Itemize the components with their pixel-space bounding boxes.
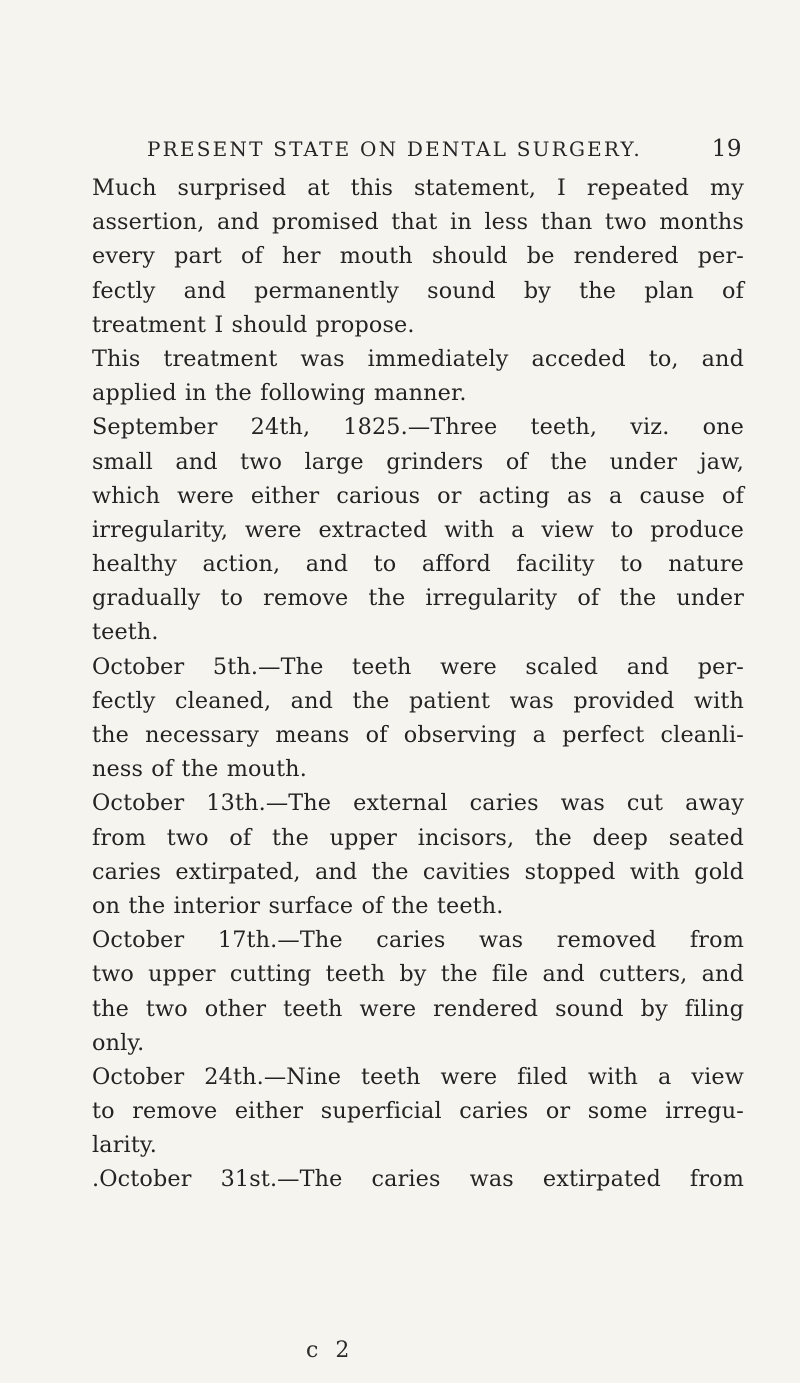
text-line: from two of the upper incisors, the deep seated	[92, 824, 744, 851]
text-line: fectly and permanently sound by the plan of	[92, 277, 744, 304]
text-line: larity.	[92, 1132, 157, 1159]
text-line: ness of the mouth.	[92, 756, 307, 783]
signature-mark: c 2	[306, 1338, 355, 1363]
text-line: October 13th.—The external caries was cut away	[92, 790, 744, 817]
text-line: teeth.	[92, 619, 159, 646]
running-head: PRESENT STATE ON DENTAL SURGERY.	[147, 137, 642, 161]
text-line: .October 31st.—The caries was extirpated from	[92, 1166, 744, 1193]
body-text	[92, 171, 744, 1197]
page-header	[147, 136, 742, 166]
text-line: only.	[92, 1029, 145, 1056]
text-line: the necessary means of observing a perfect cleanli-	[92, 722, 744, 748]
page-number: 19	[711, 136, 742, 162]
text-line: on the interior surface of the teeth.	[92, 892, 504, 919]
text-line: October 5th.—The teeth were scaled and per-	[92, 653, 744, 680]
text-line: October 17th.—The caries was removed from	[92, 927, 744, 954]
text-line: applied in the following manner.	[92, 380, 467, 407]
text-line: This treatment was immediately acceded to, and	[92, 345, 744, 372]
text-line: Much surprised at this statement, I repeated my	[92, 175, 744, 201]
text-line: two upper cutting teeth by the file and cutters, and	[92, 961, 744, 988]
text-line: October 24th.—Nine teeth were filed with a view	[92, 1063, 744, 1090]
text-line: small and two large grinders of the under jaw,	[92, 448, 744, 475]
text-line: to remove either superficial caries or some irregu-	[92, 1098, 744, 1125]
text-line: assertion, and promised that in less than two months	[92, 209, 744, 236]
text-line: every part of her mouth should be rendered per-	[92, 243, 744, 270]
text-line: fectly cleaned, and the patient was provided with	[92, 687, 744, 714]
text-line: healthy action, and to afford facility to nature	[92, 551, 744, 578]
text-line: caries extirpated, and the cavities stopped with gold	[92, 858, 744, 885]
text-line: which were either carious or acting as a cause of	[92, 482, 744, 509]
text-line: gradually to remove the irregularity of the under	[92, 585, 744, 612]
text-line: September 24th, 1825.—Three teeth, viz. one	[92, 414, 744, 441]
text-line: irregularity, were extracted with a view to produce	[92, 516, 744, 543]
text-line: the two other teeth were rendered sound by filing	[92, 995, 744, 1022]
text-line: treatment I should propose.	[92, 311, 415, 338]
